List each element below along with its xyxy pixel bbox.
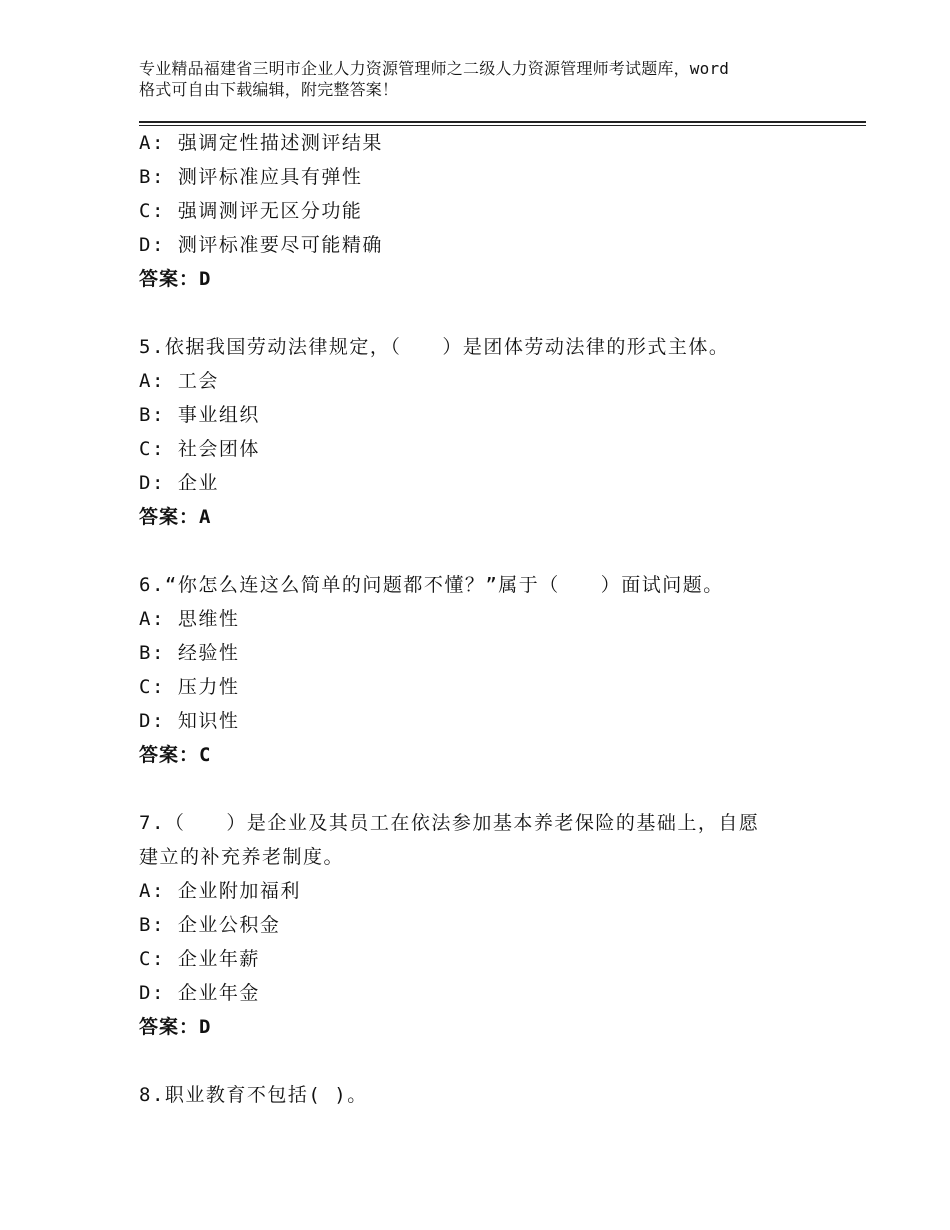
- question-text: 6.“你怎么连这么简单的问题都不懂？”属于（ ）面试问题。: [139, 574, 724, 596]
- question-block: [139, 330, 859, 534]
- option-a: A: 强调定性描述测评结果: [139, 132, 383, 154]
- option-c: C: 压力性: [139, 676, 240, 698]
- option-b: B: 经验性: [139, 642, 240, 664]
- option-c: C: 企业年薪: [139, 948, 260, 970]
- option-b: B: 事业组织: [139, 404, 260, 426]
- spacer: [139, 296, 859, 330]
- question-block: [139, 568, 859, 772]
- question-text: 5.依据我国劳动法律规定，（ ）是团体劳动法律的形式主体。: [139, 336, 730, 358]
- header-line-1: 专业精品福建省三明市企业人力资源管理师之二级人力资源管理师考试题库，word: [139, 59, 730, 78]
- answer-label: 答案：A: [139, 506, 212, 528]
- document-header: [139, 58, 839, 100]
- question-text: 8.职业教育不包括( )。: [139, 1084, 368, 1106]
- option-d: D: 知识性: [139, 710, 240, 732]
- option-d: D: 企业: [139, 472, 219, 494]
- option-c: C: 强调测评无区分功能: [139, 200, 363, 222]
- option-c: C: 社会团体: [139, 438, 260, 460]
- option-a: A: 思维性: [139, 608, 240, 630]
- header-rule-thick: [139, 121, 866, 123]
- question-text-line-1: 7.（ ）是企业及其员工在依法参加基本养老保险的基础上，自愿: [139, 812, 760, 834]
- option-a: A: 企业附加福利: [139, 880, 301, 902]
- spacer: [139, 534, 859, 568]
- answer-label: 答案：C: [139, 744, 212, 766]
- option-b: B: 测评标准应具有弹性: [139, 166, 363, 188]
- spacer: [139, 772, 859, 806]
- question-block: [139, 806, 859, 1044]
- question-block: [139, 1078, 859, 1112]
- option-d: D: 企业年金: [139, 982, 260, 1004]
- question-block: [139, 126, 859, 296]
- question-list: [139, 126, 859, 1112]
- question-text-line-2: 建立的补充养老制度。: [139, 846, 345, 868]
- answer-label: 答案：D: [139, 268, 212, 290]
- header-line-2: 格式可自由下载编辑，附完整答案！: [139, 80, 399, 99]
- option-b: B: 企业公积金: [139, 914, 281, 936]
- spacer: [139, 1044, 859, 1078]
- answer-label: 答案：D: [139, 1016, 212, 1038]
- option-d: D: 测评标准要尽可能精确: [139, 234, 383, 256]
- option-a: A: 工会: [139, 370, 219, 392]
